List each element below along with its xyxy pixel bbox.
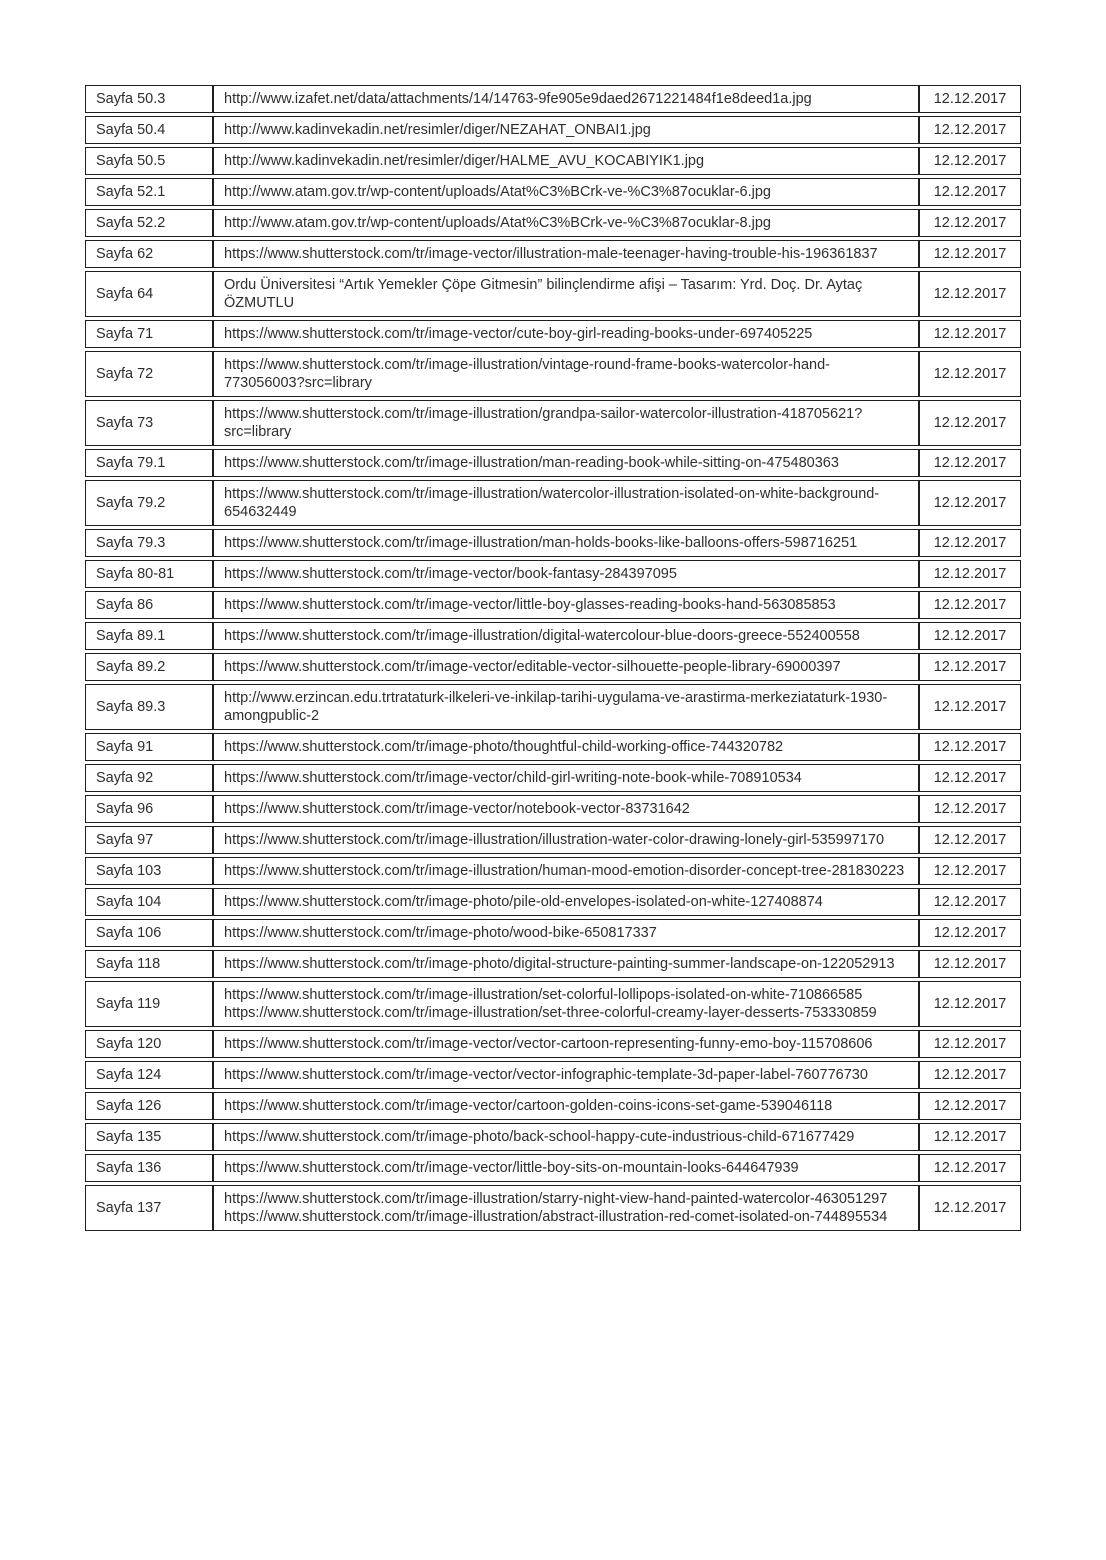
page-ref-cell: Sayfa 119 [85, 981, 213, 1027]
page-ref-cell: Sayfa 124 [85, 1061, 213, 1089]
source-cell [213, 1061, 919, 1089]
source-cell [213, 888, 919, 916]
table-row [85, 116, 1021, 144]
source-text: https://www.shutterstock.com/tr/image-illustration/abstract-illustration-red-comet-isolated-on-744895534 [224, 1209, 888, 1225]
source-text: https://www.shutterstock.com/tr/image-vector/editable-vector-silhouette-people-library-69000397 [224, 659, 841, 675]
source-text: https://www.shutterstock.com/tr/image-vector/little-boy-glasses-reading-books-hand-563085853 [224, 597, 836, 613]
source-reference-table [85, 82, 1021, 1234]
source-text: https://www.shutterstock.com/tr/image-vector/notebook-vector-83731642 [224, 801, 690, 817]
date-cell: 12.12.2017 [919, 480, 1021, 526]
date-cell: 12.12.2017 [919, 400, 1021, 446]
table-row [85, 209, 1021, 237]
table-row [85, 271, 1021, 317]
table-row [85, 351, 1021, 397]
date-cell: 12.12.2017 [919, 271, 1021, 317]
source-text: https://www.shutterstock.com/tr/image-illustration/set-three-colorful-creamy-layer-desserts-753330859 [224, 1005, 877, 1021]
page-ref-cell: Sayfa 137 [85, 1185, 213, 1231]
table-row [85, 1154, 1021, 1182]
date-cell: 12.12.2017 [919, 1030, 1021, 1058]
source-text: https://www.shutterstock.com/tr/image-illustration/vintage-round-frame-books-watercolor-hand-773056003?src=library [224, 357, 831, 391]
page-ref-cell: Sayfa 120 [85, 1030, 213, 1058]
page-ref-cell: Sayfa 126 [85, 1092, 213, 1120]
date-cell: 12.12.2017 [919, 653, 1021, 681]
date-cell: 12.12.2017 [919, 684, 1021, 730]
page-ref-cell: Sayfa 97 [85, 826, 213, 854]
source-cell [213, 85, 919, 113]
source-text: https://www.shutterstock.com/tr/image-vector/vector-infographic-template-3d-paper-label-760776730 [224, 1067, 868, 1083]
source-text: https://www.shutterstock.com/tr/image-vector/cute-boy-girl-reading-books-under-697405225 [224, 326, 813, 342]
source-cell [213, 147, 919, 175]
source-text: https://www.shutterstock.com/tr/image-photo/pile-old-envelopes-isolated-on-white-127408874 [224, 894, 823, 910]
table-row [85, 919, 1021, 947]
date-cell: 12.12.2017 [919, 733, 1021, 761]
source-text: https://www.shutterstock.com/tr/image-vector/illustration-male-teenager-having-trouble-his-196361837 [224, 246, 878, 262]
source-text: https://www.shutterstock.com/tr/image-illustration/set-colorful-lollipops-isolated-on-white-710866585 [224, 987, 863, 1003]
source-cell [213, 919, 919, 947]
page-ref-cell: Sayfa 89.1 [85, 622, 213, 650]
source-text: https://www.shutterstock.com/tr/image-illustration/human-mood-emotion-disorder-concept-tree-281830223 [224, 863, 905, 879]
page-ref-cell: Sayfa 79.2 [85, 480, 213, 526]
date-cell: 12.12.2017 [919, 85, 1021, 113]
page-ref-cell: Sayfa 50.3 [85, 85, 213, 113]
source-cell [213, 529, 919, 557]
table-row [85, 529, 1021, 557]
table-row [85, 1030, 1021, 1058]
date-cell: 12.12.2017 [919, 560, 1021, 588]
source-cell [213, 1030, 919, 1058]
source-text: https://www.shutterstock.com/tr/image-illustration/man-reading-book-while-sitting-on-475480363 [224, 455, 839, 471]
date-cell: 12.12.2017 [919, 795, 1021, 823]
source-text: https://www.shutterstock.com/tr/image-photo/back-school-happy-cute-industrious-child-671677429 [224, 1129, 855, 1145]
date-cell: 12.12.2017 [919, 826, 1021, 854]
date-cell: 12.12.2017 [919, 1185, 1021, 1231]
source-text: https://www.shutterstock.com/tr/image-photo/digital-structure-painting-summer-landscape-on-122052913 [224, 956, 895, 972]
table-row [85, 764, 1021, 792]
source-text: https://www.shutterstock.com/tr/image-vector/book-fantasy-284397095 [224, 566, 677, 582]
source-text: http://www.erzincan.edu.trtrataturk-ilkeleri-ve-inkilap-tarihi-uygulama-ve-arastirma-merkeziataturk-1930-amongpublic-2 [224, 690, 888, 724]
table-row [85, 85, 1021, 113]
page-ref-cell: Sayfa 73 [85, 400, 213, 446]
source-cell [213, 764, 919, 792]
table-row [85, 684, 1021, 730]
table-row [85, 826, 1021, 854]
source-cell [213, 400, 919, 446]
page-ref-cell: Sayfa 91 [85, 733, 213, 761]
page-ref-cell: Sayfa 103 [85, 857, 213, 885]
source-text: http://www.izafet.net/data/attachments/14/14763-9fe905e9daed2671221484f1e8deed1a.jpg [224, 91, 812, 107]
source-cell [213, 271, 919, 317]
source-cell [213, 560, 919, 588]
page-ref-cell: Sayfa 106 [85, 919, 213, 947]
page-ref-cell: Sayfa 136 [85, 1154, 213, 1182]
source-cell [213, 950, 919, 978]
source-text: Ordu Üniversitesi “Artık Yemekler Çöpe Gitmesin” bilinçlendirme afişi – Tasarım: Yrd. Doç. Dr. Aytaç ÖZMUTLU [224, 277, 863, 311]
table-row [85, 857, 1021, 885]
page-ref-cell: Sayfa 89.2 [85, 653, 213, 681]
source-text: https://www.shutterstock.com/tr/image-illustration/man-holds-books-like-balloons-offers-598716251 [224, 535, 858, 551]
source-text: https://www.shutterstock.com/tr/image-vector/little-boy-sits-on-mountain-looks-644647939 [224, 1160, 799, 1176]
source-cell [213, 178, 919, 206]
source-text: https://www.shutterstock.com/tr/image-photo/thoughtful-child-working-office-744320782 [224, 739, 784, 755]
source-cell [213, 684, 919, 730]
date-cell: 12.12.2017 [919, 449, 1021, 477]
date-cell: 12.12.2017 [919, 1123, 1021, 1151]
source-cell [213, 591, 919, 619]
table-row [85, 1061, 1021, 1089]
table-row [85, 320, 1021, 348]
source-cell [213, 826, 919, 854]
table-row [85, 400, 1021, 446]
source-text: https://www.shutterstock.com/tr/image-illustration/grandpa-sailor-watercolor-illustration-418705621?src=library [224, 406, 863, 440]
source-text: https://www.shutterstock.com/tr/image-vector/cartoon-golden-coins-icons-set-game-539046118 [224, 1098, 833, 1114]
source-cell [213, 1185, 919, 1231]
date-cell: 12.12.2017 [919, 950, 1021, 978]
page-ref-cell: Sayfa 64 [85, 271, 213, 317]
date-cell: 12.12.2017 [919, 529, 1021, 557]
source-cell [213, 480, 919, 526]
page-ref-cell: Sayfa 50.4 [85, 116, 213, 144]
source-text: https://www.shutterstock.com/tr/image-illustration/starry-night-view-hand-painted-watercolor-463051297 [224, 1191, 888, 1207]
page-ref-cell: Sayfa 79.3 [85, 529, 213, 557]
date-cell: 12.12.2017 [919, 591, 1021, 619]
source-cell [213, 351, 919, 397]
source-cell [213, 1154, 919, 1182]
source-cell [213, 1092, 919, 1120]
page-ref-cell: Sayfa 52.2 [85, 209, 213, 237]
source-text: http://www.kadinvekadin.net/resimler/diger/NEZAHAT_ONBAI1.jpg [224, 122, 651, 138]
source-text: https://www.shutterstock.com/tr/image-vector/vector-cartoon-representing-funny-emo-boy-115708606 [224, 1036, 873, 1052]
source-cell [213, 733, 919, 761]
page-ref-cell: Sayfa 92 [85, 764, 213, 792]
date-cell: 12.12.2017 [919, 1092, 1021, 1120]
page-ref-cell: Sayfa 89.3 [85, 684, 213, 730]
date-cell: 12.12.2017 [919, 764, 1021, 792]
table-row [85, 449, 1021, 477]
source-text: https://www.shutterstock.com/tr/image-illustration/illustration-water-color-drawing-lonely-girl-535997170 [224, 832, 885, 848]
table-row [85, 981, 1021, 1027]
table-row [85, 480, 1021, 526]
source-text: https://www.shutterstock.com/tr/image-illustration/watercolor-illustration-isolated-on-white-background-654632449 [224, 486, 880, 520]
source-text: https://www.shutterstock.com/tr/image-photo/wood-bike-650817337 [224, 925, 657, 941]
table-row [85, 178, 1021, 206]
table-row [85, 733, 1021, 761]
source-cell [213, 320, 919, 348]
table-row [85, 240, 1021, 268]
source-table-body [85, 85, 1021, 1231]
page-ref-cell: Sayfa 135 [85, 1123, 213, 1151]
date-cell: 12.12.2017 [919, 147, 1021, 175]
source-cell [213, 116, 919, 144]
date-cell: 12.12.2017 [919, 1061, 1021, 1089]
date-cell: 12.12.2017 [919, 981, 1021, 1027]
table-row [85, 888, 1021, 916]
page-ref-cell: Sayfa 79.1 [85, 449, 213, 477]
source-cell [213, 240, 919, 268]
source-text: http://www.atam.gov.tr/wp-content/uploads/Atat%C3%BCrk-ve-%C3%87ocuklar-6.jpg [224, 184, 771, 200]
source-cell [213, 622, 919, 650]
table-row [85, 1185, 1021, 1231]
date-cell: 12.12.2017 [919, 622, 1021, 650]
source-cell [213, 1123, 919, 1151]
table-row [85, 1092, 1021, 1120]
source-cell [213, 209, 919, 237]
page-ref-cell: Sayfa 62 [85, 240, 213, 268]
date-cell: 12.12.2017 [919, 1154, 1021, 1182]
page-ref-cell: Sayfa 72 [85, 351, 213, 397]
source-text: http://www.atam.gov.tr/wp-content/uploads/Atat%C3%BCrk-ve-%C3%87ocuklar-8.jpg [224, 215, 771, 231]
page-ref-cell: Sayfa 71 [85, 320, 213, 348]
page-ref-cell: Sayfa 50.5 [85, 147, 213, 175]
source-text: http://www.kadinvekadin.net/resimler/diger/HALME_AVU_KOCABIYIK1.jpg [224, 153, 705, 169]
page-ref-cell: Sayfa 96 [85, 795, 213, 823]
date-cell: 12.12.2017 [919, 919, 1021, 947]
source-cell [213, 857, 919, 885]
date-cell: 12.12.2017 [919, 351, 1021, 397]
source-text: https://www.shutterstock.com/tr/image-vector/child-girl-writing-note-book-while-708910534 [224, 770, 802, 786]
date-cell: 12.12.2017 [919, 116, 1021, 144]
date-cell: 12.12.2017 [919, 209, 1021, 237]
date-cell: 12.12.2017 [919, 178, 1021, 206]
source-cell [213, 653, 919, 681]
date-cell: 12.12.2017 [919, 240, 1021, 268]
table-row [85, 560, 1021, 588]
page-ref-cell: Sayfa 118 [85, 950, 213, 978]
page-ref-cell: Sayfa 104 [85, 888, 213, 916]
source-cell [213, 795, 919, 823]
table-row [85, 622, 1021, 650]
table-row [85, 1123, 1021, 1151]
source-cell [213, 981, 919, 1027]
page-ref-cell: Sayfa 52.1 [85, 178, 213, 206]
source-cell [213, 449, 919, 477]
page-ref-cell: Sayfa 80-81 [85, 560, 213, 588]
table-row [85, 795, 1021, 823]
table-row [85, 591, 1021, 619]
page-ref-cell: Sayfa 86 [85, 591, 213, 619]
table-row [85, 950, 1021, 978]
date-cell: 12.12.2017 [919, 857, 1021, 885]
table-row [85, 147, 1021, 175]
source-text: https://www.shutterstock.com/tr/image-illustration/digital-watercolour-blue-doors-greece-552400558 [224, 628, 860, 644]
date-cell: 12.12.2017 [919, 888, 1021, 916]
date-cell: 12.12.2017 [919, 320, 1021, 348]
table-row [85, 653, 1021, 681]
